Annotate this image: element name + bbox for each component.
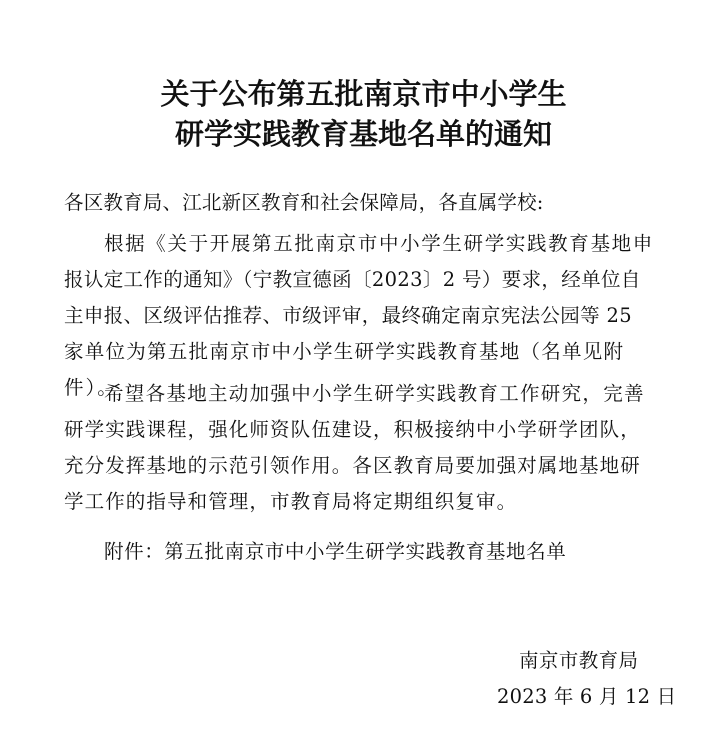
paragraph-1-line: 根据《关于开展第五批南京市中小学生研学实践教育基地申 (104, 232, 654, 255)
paragraph-2 (64, 376, 668, 520)
document-title-line-1: 关于公布第五批南京市中小学生 (160, 77, 567, 111)
paragraph-1-line: 主申报、区级评估推荐、市级评审，最终确定南京宪法公园等 25 (64, 304, 633, 327)
signer: 南京市教育局 (519, 649, 639, 672)
paragraph-2-line: 希望各基地主动加强中小学生研学实践教育工作研究，完善 (104, 382, 645, 405)
paragraph-1-line: 家单位为第五批南京市中小学生研学实践教育基地（名单见附 (64, 340, 625, 363)
paragraph-1-line: 件）。 (64, 376, 119, 399)
paragraph-2-line: 学工作的指导和管理，市教育局将定期组织复审。 (64, 490, 518, 513)
document-title-line-2: 研学实践教育基地名单的通知 (174, 117, 552, 151)
paragraph-1-line: 报认定工作的通知》（宁教宣德函〔2023〕2 号）要求，经单位自 (64, 268, 641, 291)
paragraph-2-line: 充分发挥基地的示范引领作用。各区教育局要加强对属地基地研 (64, 454, 641, 477)
attachment-note: 附件：第五批南京市中小学生研学实践教育基地名单 (104, 540, 567, 563)
issue-date: 2023 年 6 月 12 日 (497, 685, 677, 708)
paragraph-2-line: 研学实践课程，强化师资队伍建设，积极接纳中小学研学团队， (64, 418, 641, 441)
salutation: 各区教育局、江北新区教育和社会保障局，各直属学校: (64, 191, 544, 214)
